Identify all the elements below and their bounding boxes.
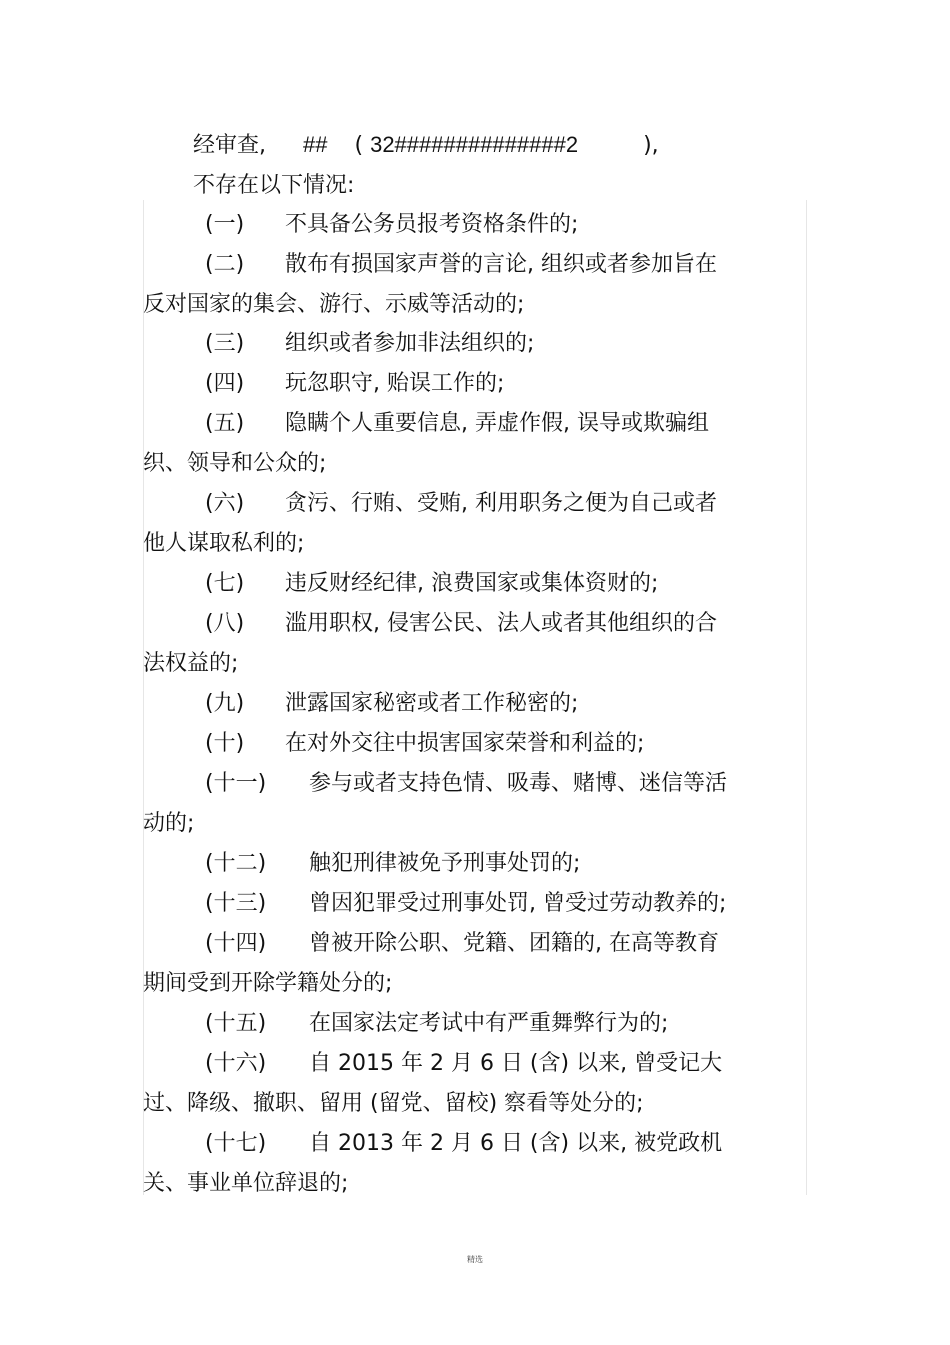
item-number: (十五) [205, 1011, 267, 1036]
item-text-line: 过、降级、撤职、留用 (留党、留校) 察看等处分的; [143, 1091, 644, 1116]
review-statement-line [193, 131, 659, 160]
item-text-line: 曾被开除公职、党籍、团籍的, 在高等教育 [309, 931, 719, 956]
item-text-line: 违反财经纪律, 浪费国家或集体资财的; [285, 571, 659, 596]
applicant-name-field: ## [303, 132, 328, 157]
review-prefix: 经审查, [193, 133, 266, 158]
item-number: (三) [205, 331, 245, 356]
item-text-line: 他人谋取私利的; [143, 531, 305, 556]
item-text-line: 法权益的; [143, 651, 239, 676]
item-text-line: 期间受到开除学籍处分的; [143, 971, 393, 996]
item-number: (八) [205, 611, 245, 636]
item-text-line: 泄露国家秘密或者工作秘密的; [285, 691, 579, 716]
item-text-line: 组织或者参加非法组织的; [285, 331, 535, 356]
close-paren: ), [643, 133, 659, 158]
item-text-line: 自 2015 年 2 月 6 日 (含) 以来, 曾受记大 [309, 1051, 723, 1076]
page-frame-right-rule [806, 200, 807, 1195]
item-text-line: 自 2013 年 2 月 6 日 (含) 以来, 被党政机 [309, 1131, 723, 1156]
open-paren: ( [354, 133, 364, 158]
item-number: (十一) [205, 771, 267, 796]
item-text-line: 织、领导和公众的; [143, 451, 327, 476]
item-number: (十六) [205, 1051, 267, 1076]
item-number: (十) [205, 731, 245, 756]
item-number: (十二) [205, 851, 267, 876]
item-number: (四) [205, 371, 245, 396]
item-text-line: 反对国家的集会、游行、示威等活动的; [143, 292, 525, 317]
item-number: (五) [205, 411, 245, 436]
item-text-line: 散布有损国家声誉的言论, 组织或者参加旨在 [285, 252, 717, 277]
item-text-line: 参与或者支持色情、吸毒、赌博、迷信等活 [309, 771, 728, 796]
item-text-line: 关、事业单位辞退的; [143, 1171, 349, 1196]
item-number: (六) [205, 491, 245, 516]
item-number: (十四) [205, 931, 267, 956]
item-text-line: 不具备公务员报考资格条件的; [285, 212, 579, 237]
item-number: (一) [205, 212, 245, 237]
id-number-field: 32##############2 [370, 132, 579, 157]
item-number: (七) [205, 571, 245, 596]
intro-line: 不存在以下情况: [193, 173, 355, 198]
item-text-line: 玩忽职守, 贻误工作的; [285, 371, 505, 396]
item-text-line: 在国家法定考试中有严重舞弊行为的; [309, 1011, 669, 1036]
item-number: (九) [205, 691, 245, 716]
item-number: (十七) [205, 1131, 267, 1156]
item-text-line: 曾因犯罪受过刑事处罚, 曾受过劳动教养的; [309, 891, 727, 916]
item-number: (二) [205, 252, 245, 277]
item-text-line: 触犯刑律被免予刑事处罚的; [309, 851, 581, 876]
item-text-line: 贪污、行贿、受贿, 利用职务之便为自己或者 [285, 491, 717, 516]
page-footer-label: 精选 [467, 1255, 483, 1264]
item-text-line: 在对外交往中损害国家荣誉和利益的; [285, 731, 645, 756]
item-number: (十三) [205, 891, 267, 916]
item-text-line: 滥用职权, 侵害公民、法人或者其他组织的合 [285, 611, 717, 636]
item-text-line: 隐瞒个人重要信息, 弄虚作假, 误导或欺骗组 [285, 411, 709, 436]
item-text-line: 动的; [143, 811, 195, 836]
page-frame-left-rule [143, 200, 144, 1195]
